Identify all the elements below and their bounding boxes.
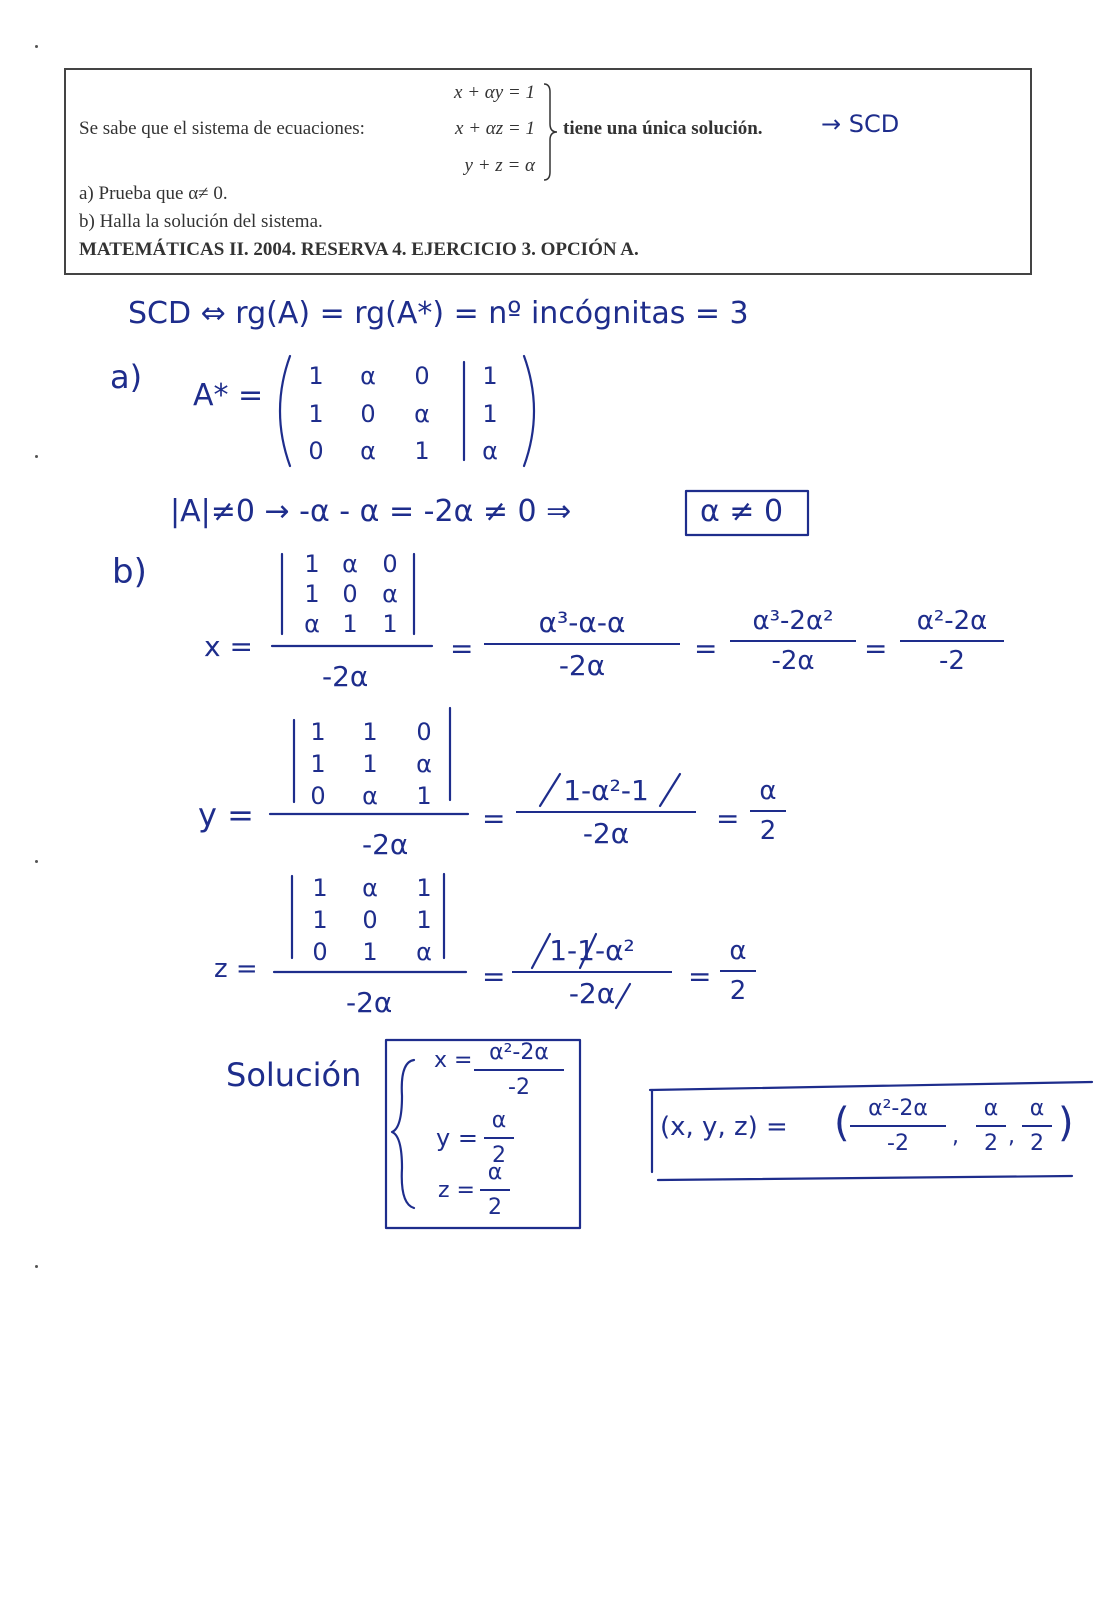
numerator: α²-2α — [489, 1040, 549, 1065]
final-close-paren: ) — [1058, 1100, 1074, 1146]
matrix-cell: 1 — [482, 400, 498, 428]
equals-sign: = — [716, 802, 740, 835]
sol-x-value — [474, 1040, 564, 1100]
matrix-cell: α — [304, 610, 320, 638]
sol-y-label: y = — [436, 1124, 478, 1152]
z-denominator: -2α — [346, 986, 393, 1019]
numerator: 1-α²-1 — [563, 774, 649, 807]
final-z-value — [1022, 1096, 1052, 1156]
final-x-value — [850, 1096, 946, 1156]
denominator: 2 — [759, 816, 777, 846]
matrix-cell: α — [416, 750, 432, 778]
matrix-cell: 1 — [362, 938, 378, 966]
part-a-label: a) — [110, 358, 143, 396]
solution-label: Solución — [226, 1056, 362, 1094]
matrix-cell: α — [382, 580, 398, 608]
matrix-cell: 0 — [342, 580, 358, 608]
matrix-cell: 1 — [382, 610, 398, 638]
system-brace — [540, 82, 560, 182]
numerator: α²-2α — [916, 606, 988, 636]
equation-3: y + z = α — [464, 155, 535, 176]
matrix-cell: 0 — [414, 362, 430, 390]
matrix-cell: 1 — [304, 550, 320, 578]
numerator: α³-α-α — [538, 606, 626, 639]
final-comma: , — [1008, 1124, 1015, 1149]
part-a-text: a) Prueba que α≠ 0. — [79, 183, 228, 204]
numerator: α³-2α² — [752, 606, 834, 636]
matrix-cell: 1 — [312, 874, 328, 902]
numerator: α — [487, 1160, 503, 1185]
part-b-text: b) Halla la solución del sistema. — [79, 211, 323, 232]
denominator: 2 — [984, 1131, 998, 1156]
matrix-cell: α — [362, 874, 378, 902]
sol-y-value — [484, 1108, 514, 1168]
denominator: -2α — [771, 646, 815, 676]
matrix-cell: 0 — [382, 550, 398, 578]
matrix-cell: 1 — [310, 750, 326, 778]
matrix-cell: 1 — [362, 718, 378, 746]
result-box — [684, 488, 814, 540]
rank-condition: SCD ⇔ rg(A) = rg(A*) = nº incógnitas = 3 — [128, 296, 749, 331]
matrix-cell: α — [482, 437, 498, 465]
z-label: z = — [214, 954, 258, 984]
part-b-label: b) — [112, 552, 147, 592]
matrix-cell: α — [362, 782, 378, 810]
denominator: -2 — [508, 1075, 530, 1100]
x-step-1 — [484, 606, 680, 682]
equals-sign: = — [482, 802, 506, 835]
sol-x-label: x = — [434, 1048, 473, 1073]
matrix-cell: α — [360, 437, 376, 465]
denominator: -2 — [939, 646, 965, 676]
matrix-cell: 0 — [308, 437, 324, 465]
numerator: α²-2α — [868, 1096, 928, 1121]
matrix-cell: 0 — [310, 782, 326, 810]
numerator: α — [759, 776, 777, 806]
determinant-line: |A|≠0 → -α - α = -2α ≠ 0 ⇒ — [170, 494, 572, 529]
denominator: 2 — [729, 976, 747, 1006]
matrix-cell: 0 — [362, 906, 378, 934]
denominator: -2α — [582, 817, 630, 850]
matrix-cell: 1 — [342, 610, 358, 638]
statement-intro: Se sabe que el sistema de ecuaciones: — [79, 118, 365, 139]
matrix-cell: 1 — [482, 362, 498, 390]
determinant-result: α ≠ 0 — [700, 494, 784, 529]
equals-sign: = — [482, 960, 506, 993]
y-label: y = — [198, 796, 254, 834]
matrix-cell: α — [342, 550, 358, 578]
numerator: α — [1029, 1096, 1045, 1121]
matrix-cell: α — [414, 400, 430, 428]
statement-box — [64, 68, 1032, 275]
sol-z-label: z = — [438, 1178, 475, 1203]
sol-z-value — [480, 1160, 510, 1220]
matrix-cell: 0 — [312, 938, 328, 966]
source-line: MATEMÁTICAS II. 2004. RESERVA 4. EJERCICIO 3. OPCIÓN A. — [79, 239, 639, 260]
statement-conclusion: tiene una única solución. — [563, 118, 763, 139]
scan-dot — [35, 860, 38, 863]
final-open-paren: ( — [834, 1100, 850, 1146]
denominator: 2 — [488, 1195, 502, 1220]
numerator: α — [491, 1108, 507, 1133]
matrix-cell: 1 — [312, 906, 328, 934]
x-denominator: -2α — [322, 660, 369, 693]
denominator: -2α — [568, 977, 616, 1010]
denominator: -2α — [558, 649, 606, 682]
numerator: α — [983, 1096, 999, 1121]
x-step-2 — [730, 606, 856, 676]
matrix-cell: 1 — [416, 874, 432, 902]
final-comma: , — [952, 1124, 959, 1149]
augmented-label: A* = — [193, 378, 264, 413]
z-step-2 — [720, 936, 756, 1006]
scan-dot — [35, 45, 38, 48]
denominator: 2 — [1030, 1131, 1044, 1156]
cancel-strokes — [530, 772, 700, 812]
x-label: x = — [204, 630, 253, 663]
scd-note: → SCD — [821, 110, 900, 138]
equals-sign: = — [864, 632, 888, 665]
equals-sign: = — [688, 960, 712, 993]
numerator: 1-1-α² — [549, 934, 635, 967]
matrix-cell: 1 — [308, 400, 324, 428]
scan-dot — [35, 455, 38, 458]
matrix-cell: 1 — [362, 750, 378, 778]
matrix-cell: 1 — [308, 362, 324, 390]
equation-1: x + αy = 1 — [454, 82, 535, 103]
final-y-value — [976, 1096, 1006, 1156]
matrix-cell: 0 — [360, 400, 376, 428]
y-step-2 — [750, 776, 786, 846]
numerator: α — [729, 936, 747, 966]
denominator: 2 — [492, 1143, 506, 1168]
y-denominator: -2α — [362, 828, 409, 861]
cancel-strokes — [520, 932, 680, 1012]
denominator: -2 — [887, 1131, 909, 1156]
matrix-cell: 1 — [416, 782, 432, 810]
x-step-3 — [900, 606, 1004, 676]
final-lhs: (x, y, z) = — [660, 1112, 788, 1142]
matrix-cell: 0 — [416, 718, 432, 746]
matrix-cell: 1 — [310, 718, 326, 746]
equals-sign: = — [694, 632, 718, 665]
matrix-cell: α — [360, 362, 376, 390]
scan-dot — [35, 1265, 38, 1268]
matrix-cell: 1 — [304, 580, 320, 608]
equals-sign: = — [450, 632, 474, 665]
matrix-cell: 1 — [416, 906, 432, 934]
matrix-cell: 1 — [414, 437, 430, 465]
matrix-cell: α — [416, 938, 432, 966]
equation-2: x + αz = 1 — [455, 118, 535, 139]
